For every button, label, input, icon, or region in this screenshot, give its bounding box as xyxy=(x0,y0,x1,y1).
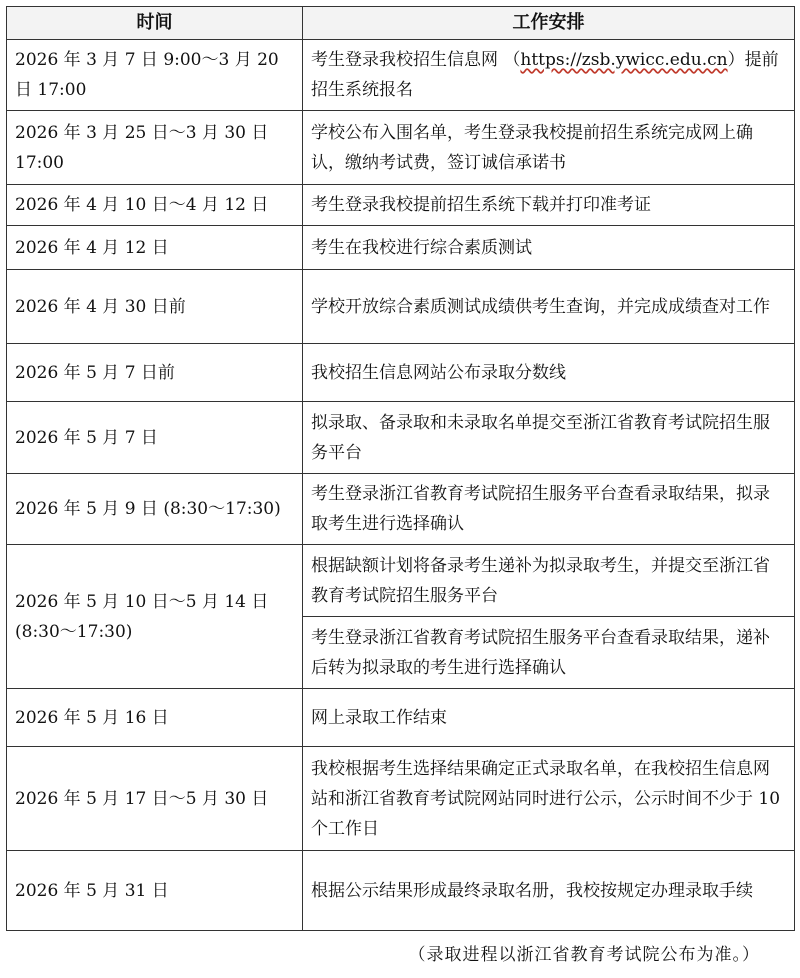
row-time: 2026 年 5 月 10 日～5 月 14 日 (8:30～17:30) xyxy=(7,545,303,689)
table-row xyxy=(7,851,795,931)
task-text: 考生登录我校招生信息网 （ xyxy=(311,50,521,70)
table-row xyxy=(7,226,795,270)
row-task: 拟录取、备录取和未录取名单提交至浙江省教育考试院招生服务平台 xyxy=(303,402,795,474)
task-text: ）提前招生系统报名 xyxy=(311,50,779,100)
row-task: 考生登录浙江省教育考试院招生服务平台查看录取结果，拟录取考生进行选择确认 xyxy=(303,474,795,545)
row-task: 我校根据考生选择结果确定正式录取名单，在我校招生信息网站和浙江省教育考试院网站同时进行公示，公示时间不少于 10 个工作日 xyxy=(303,747,795,851)
table-row xyxy=(7,545,795,617)
header-arrangement: 工作安排 xyxy=(303,7,795,40)
table-header-row xyxy=(7,7,795,40)
row-time: 2026 年 5 月 16 日 xyxy=(7,689,303,747)
row-time: 2026 年 5 月 31 日 xyxy=(7,851,303,931)
row-time: 2026 年 3 月 25 日～3 月 30 日 17:00 xyxy=(7,111,303,185)
row-task: 我校招生信息网站公布录取分数线 xyxy=(303,344,795,402)
footnote: （录取进程以浙江省教育考试院公布为准。） xyxy=(408,945,760,965)
row-task: 学校公布入围名单，考生登录我校提前招生系统完成网上确认，缴纳考试费，签订诚信承诺书 xyxy=(303,111,795,185)
table-row xyxy=(7,344,795,402)
row-time: 2026 年 3 月 7 日 9:00～3 月 20 日 17:00 xyxy=(7,40,303,111)
row-task: 考生登录浙江省教育考试院招生服务平台查看录取结果，递补后转为拟录取的考生进行选择确认 xyxy=(303,617,795,689)
row-time: 2026 年 5 月 7 日 xyxy=(7,402,303,474)
row-task: 学校开放综合素质测试成绩供考生查询，并完成成绩查对工作 xyxy=(303,270,795,344)
table-row xyxy=(7,402,795,474)
table-row xyxy=(7,747,795,851)
row-task: 根据公示结果形成最终录取名册，我校按规定办理录取手续 xyxy=(303,851,795,931)
school-website-link[interactable]: https://zsb.ywicc.edu.cn xyxy=(520,50,728,70)
row-time: 2026 年 5 月 7 日前 xyxy=(7,344,303,402)
row-time: 2026 年 4 月 10 日～4 月 12 日 xyxy=(7,185,303,226)
row-task: 考生在我校进行综合素质测试 xyxy=(303,226,795,270)
admission-schedule-table xyxy=(6,6,795,931)
table-row xyxy=(7,270,795,344)
row-task xyxy=(303,40,795,111)
table-row xyxy=(7,111,795,185)
row-time: 2026 年 5 月 9 日 (8:30～17:30) xyxy=(7,474,303,545)
row-task: 根据缺额计划将备录考生递补为拟录取考生，并提交至浙江省教育考试院招生服务平台 xyxy=(303,545,795,617)
table-row xyxy=(7,474,795,545)
row-task: 考生登录我校提前招生系统下载并打印准考证 xyxy=(303,185,795,226)
table-row xyxy=(7,185,795,226)
header-time: 时间 xyxy=(7,7,303,40)
row-time: 2026 年 4 月 12 日 xyxy=(7,226,303,270)
row-time: 2026 年 5 月 17 日～5 月 30 日 xyxy=(7,747,303,851)
table-row xyxy=(7,40,795,111)
table-row xyxy=(7,689,795,747)
row-task: 网上录取工作结束 xyxy=(303,689,795,747)
row-time: 2026 年 4 月 30 日前 xyxy=(7,270,303,344)
